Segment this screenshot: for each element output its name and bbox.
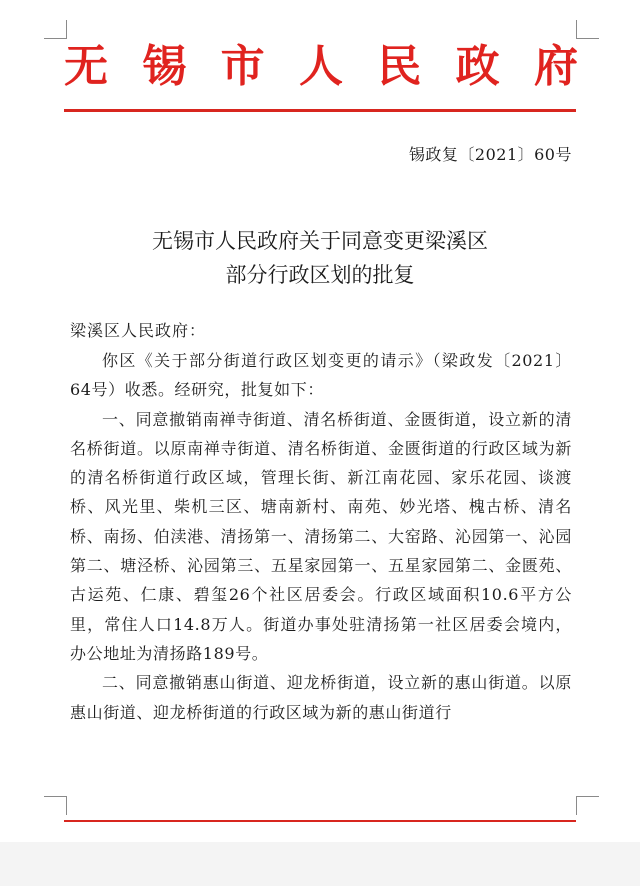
crop-mark-top-right [576,20,599,39]
red-rule-top [64,109,576,112]
crop-mark-bottom-left [44,796,67,815]
addressee: 梁溪区人民政府： [70,321,207,340]
crop-mark-bottom-right [576,796,599,815]
paragraph: 你区《关于部分街道行政区划变更的请示》（梁政发〔2021〕64号）收悉。经研究，批复如下： [70,351,572,400]
masthead-char: 民 [377,41,422,92]
masthead-char: 府 [533,41,578,92]
page-bottom-strip [0,842,640,886]
paragraph: 一、同意撤销南禅寺街道、清名桥街道、金匮街道，设立新的清名桥街道。以原南禅寺街道、清名桥街道、金匮街道的行政区域为新的清名桥街道行政区域，管理长街、新江南花园、家乐花园、谈渡桥、风光里、柴机三区、塘南新村、南苑、妙光塔、槐古桥、清名桥、南扬、伯渎港、清扬第一、清扬第二、大窑路、沁园第一、沁园第二、塘泾桥、沁园第三、五星家园第一、五星家园第二、金匮苑、古运苑、仁康、碧玺26个社区居委会。行政区域面积10.6平方公里，常住人口14.8万人。街道办事处驻清扬第一社区居委会境内，办公地址为清扬路189号。 [70,409,572,663]
title-line-2: 部分行政区划的批复 [225,263,415,287]
red-rule-bottom [64,820,576,822]
paragraph: 二、同意撤销惠山街道、迎龙桥街道，设立新的惠山街道。以原惠山街道、迎龙桥街道的行政区域为新的惠山街道行 [70,673,572,722]
doc-number: 锡政复〔2021〕60号 [408,145,572,164]
masthead-char: 政 [455,41,500,92]
masthead-char: 市 [220,41,265,92]
document-title [64,224,576,292]
masthead [64,34,578,100]
masthead-char: 锡 [142,41,187,92]
title-line-1: 无锡市人民政府关于同意变更梁溪区 [152,229,488,253]
body-text [70,346,572,727]
masthead-char: 无 [64,41,108,92]
masthead-char: 人 [298,41,343,92]
